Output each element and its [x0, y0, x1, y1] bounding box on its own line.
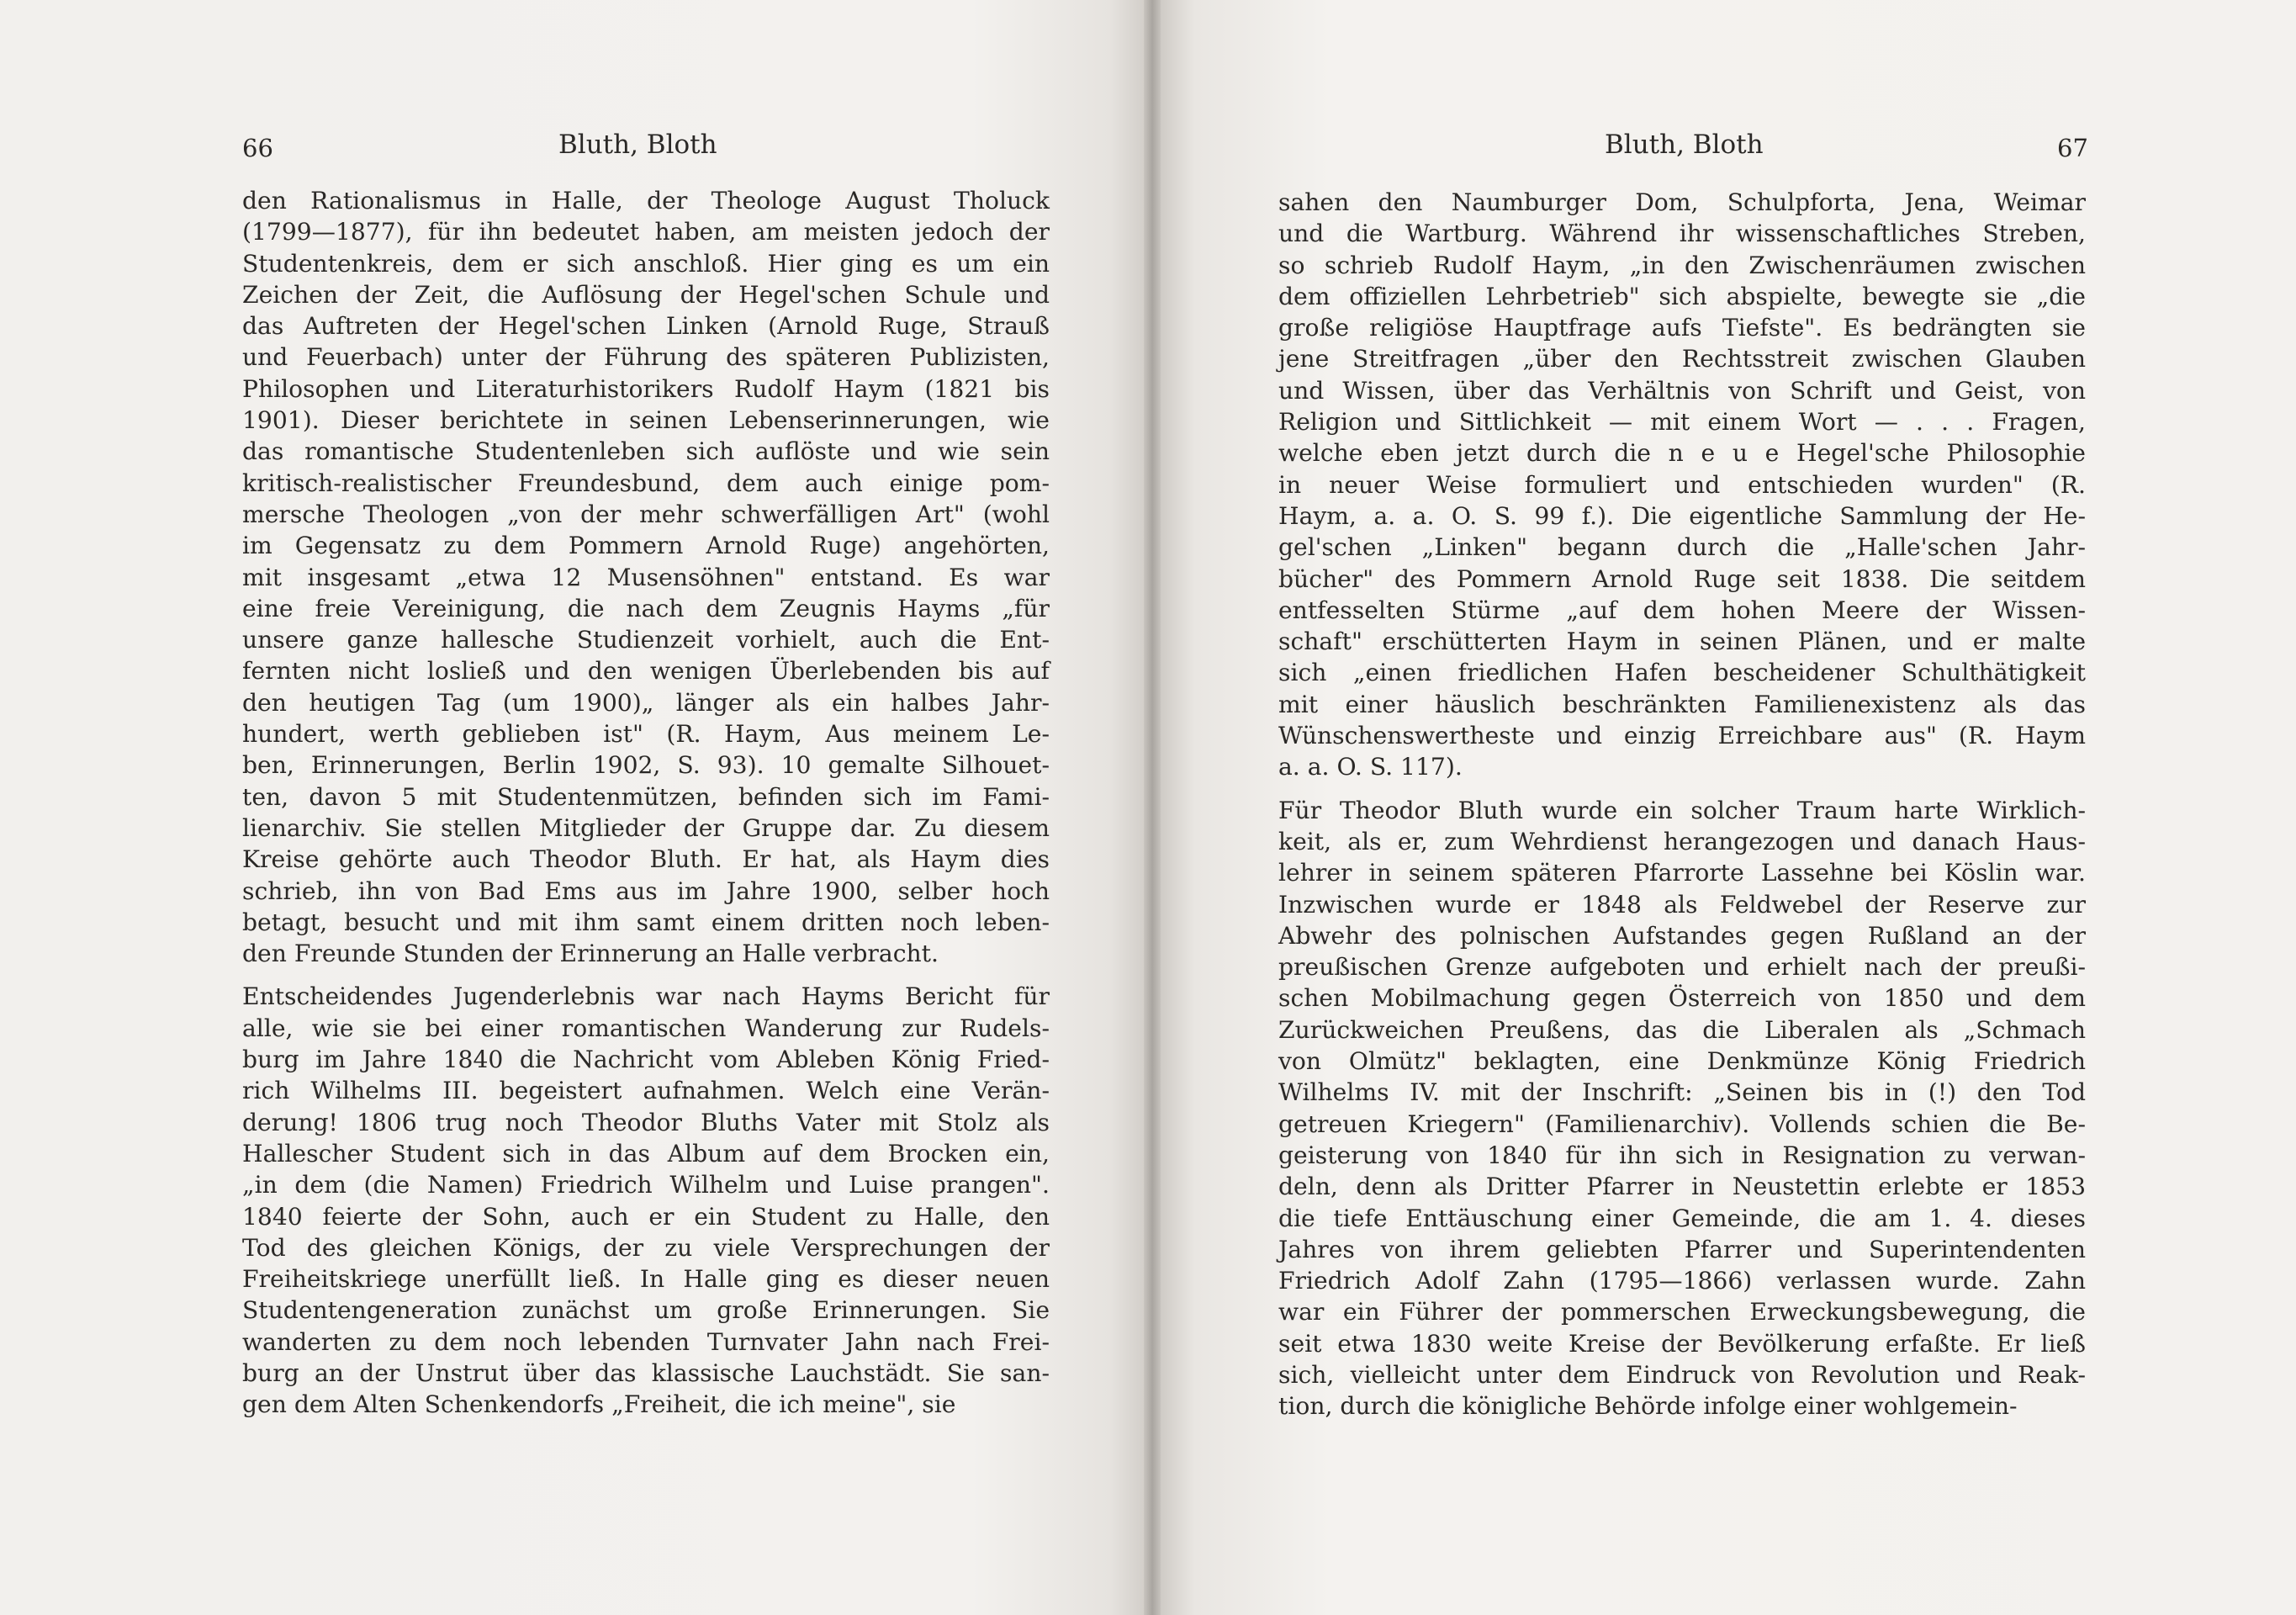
text-line: derung! 1806 trug noch Theodor Bluths Vater mit Stolz als — [242, 1108, 1050, 1136]
text-line: Jahres von ihrem geliebten Pfarrer und Superintendenten — [1278, 1235, 2086, 1263]
text-line: seit etwa 1830 weite Kreise der Bevölkerung erfaßte. Er ließ — [1278, 1329, 2086, 1358]
paragraph — [242, 185, 1050, 969]
text-line: Entscheidendes Jugenderlebnis war nach Hayms Bericht für — [242, 982, 1050, 1011]
text-line: Hallescher Student sich in das Album auf dem Brocken ein, — [242, 1139, 1050, 1168]
text-line: Für Theodor Bluth wurde ein solcher Traum harte Wirklich- — [1278, 796, 2086, 824]
text-line: Kreise gehörte auch Theodor Bluth. Er hat, als Haym dies — [242, 845, 1050, 874]
text-line: (1799—1877), für ihn bedeutet haben, am meisten jedoch der — [242, 218, 1050, 246]
text-line: Studentenkreis, dem er sich anschloß. Hier ging es um ein — [242, 249, 1050, 278]
text-line: sich „einen friedlichen Hafen bescheidener Schulthätigkeit — [1278, 659, 2086, 687]
paragraph — [242, 981, 1050, 1420]
text-line: Tod des gleichen Königs, der zu viele Versprechungen der — [242, 1233, 1050, 1262]
text-line: betagt, besucht und mit ihm samt einem dritten noch leben- — [242, 908, 1050, 936]
text-line: schrieb, ihn von Bad Ems aus im Jahre 1900, selber hoch — [242, 876, 1050, 905]
text-line: getreuen Kriegern" (Familienarchiv). Vollends schien die Be- — [1278, 1109, 2086, 1138]
text-line: Wilhelms IV. mit der Inschrift: „Seinen bis in (!) den Tod — [1278, 1078, 2086, 1107]
paragraph — [1278, 795, 2086, 1422]
text-line: alle, wie sie bei einer romantischen Wanderung zur Rudels- — [242, 1014, 1050, 1042]
text-line: bücher" des Pommern Arnold Ruge seit 1838. Die seitdem — [1278, 564, 2086, 593]
text-line: große religiöse Hauptfrage aufs Tiefste". Es bedrängten sie — [1278, 314, 2086, 342]
text-line: ben, Erinnerungen, Berlin 1902, S. 93). 10 gemalte Silhouet- — [242, 751, 1050, 780]
text-line: schen Mobilmachung gegen Österreich von 1850 und dem — [1278, 984, 2086, 1013]
right-page-text — [1278, 187, 2086, 1422]
text-line: kritisch-realistischer Freundesbund, dem auch einige pom- — [242, 469, 1050, 497]
text-line: Inzwischen wurde er 1848 als Feldwebel der Reserve zur — [1278, 890, 2086, 919]
text-line: und die Wartburg. Während ihr wissenschaftliches Streben, — [1278, 220, 2086, 248]
text-line: hundert, werth geblieben ist" (R. Haym, Aus meinem Le- — [242, 720, 1050, 749]
page-number-right: 67 — [2057, 134, 2088, 162]
text-line: von Olmütz" beklagten, eine Denkmünze König Friedrich — [1278, 1047, 2086, 1076]
book-gutter — [1144, 0, 1161, 1615]
text-line: gel'schen „Linken" begann durch die „Halle'schen Jahr- — [1278, 533, 2086, 562]
text-line: lienarchiv. Sie stellen Mitglieder der Gruppe dar. Zu diesem — [242, 813, 1050, 842]
text-line: keit, als er, zum Wehrdienst herangezogen und danach Haus- — [1278, 827, 2086, 855]
text-line: den Rationalismus in Halle, der Theologe August Tholuck — [242, 187, 1050, 214]
text-line: a. a. O. S. 117). — [1278, 753, 1463, 781]
text-line: Studentengeneration zunächst um große Erinnerungen. Sie — [242, 1296, 1050, 1325]
text-line: ten, davon 5 mit Studentenmützen, befinden sich im Fami- — [242, 782, 1050, 811]
text-line: rich Wilhelms III. begeistert aufnahmen. Welch eine Verän- — [242, 1077, 1050, 1105]
text-line: Religion und Sittlichkeit — mit einem Wort — . . . Fragen, — [1278, 408, 2086, 437]
text-line: Haym, a. a. O. S. 99 f.). Die eigentliche Sammlung der He- — [1278, 501, 2086, 530]
text-line: im Gegensatz zu dem Pommern Arnold Ruge) angehörten, — [242, 532, 1050, 560]
page-number-left: 66 — [242, 134, 273, 162]
text-line: sahen den Naumburger Dom, Schulpforta, Jena, Weimar — [1278, 188, 2086, 216]
text-line: Zurückweichen Preußens, das die Liberalen als „Schmach — [1278, 1015, 2086, 1044]
text-line: Wünschenswertheste und einzig Erreichbare aus" (R. Haym — [1278, 722, 2086, 750]
text-line: in neuer Weise formuliert und entschieden wurden" (R. — [1278, 470, 2086, 499]
text-line: mit insgesamt „etwa 12 Musensöhnen" entstand. Es war — [242, 563, 1050, 591]
text-line: Freiheitskriege unerfüllt ließ. In Halle ging es dieser neuen — [242, 1265, 1050, 1294]
text-line: die tiefe Enttäuschung einer Gemeinde, die am 1. 4. dieses — [1278, 1204, 2086, 1232]
text-line: fernten nicht losließ und den wenigen Überlebenden bis auf — [242, 657, 1050, 686]
running-head-left: Bluth, Bloth — [558, 130, 717, 160]
paragraph — [1278, 187, 2086, 783]
text-line: jene Streitfragen „über den Rechtsstreit zwischen Glauben — [1278, 345, 2086, 373]
text-line: und Wissen, über das Verhältnis von Schrift und Geist, von — [1278, 376, 2086, 405]
text-line: burg an der Unstrut über das klassische Lauchstädt. Sie san- — [242, 1358, 1050, 1387]
text-line: Friedrich Adolf Zahn (1795—1866) verlassen wurde. Zahn — [1278, 1267, 2086, 1295]
text-line: 1840 feierte der Sohn, auch er ein Student zu Halle, den — [242, 1202, 1050, 1231]
text-line: Abwehr des polnischen Aufstandes gegen Rußland an der — [1278, 921, 2086, 950]
text-line: sich, vielleicht unter dem Eindruck von Revolution und Reak- — [1278, 1360, 2086, 1389]
text-line: gen dem Alten Schenkendorfs „Freiheit, die ich meine", sie — [242, 1390, 956, 1419]
text-line: lehrer in seinem späteren Pfarrorte Lassehne bei Köslin war. — [1278, 859, 2086, 887]
text-line: tion, durch die königliche Behörde infolge einer wohlgemein- — [1278, 1392, 2018, 1421]
text-line: war ein Führer der pommerschen Erweckungsbewegung, die — [1278, 1298, 2086, 1326]
text-line: den Freunde Stunden der Erinnerung an Halle verbracht. — [242, 940, 939, 968]
text-line: und Feuerbach) unter der Führung des späteren Publizisten, — [242, 343, 1050, 372]
text-line: deln, denn als Dritter Pfarrer in Neustettin erlebte er 1853 — [1278, 1173, 2086, 1201]
text-line: das romantische Studentenleben sich auflöste und wie sein — [242, 437, 1050, 466]
left-page-text — [242, 185, 1050, 1421]
text-line: 1901). Dieser berichtete in seinen Lebenserinnerungen, wie — [242, 406, 1050, 435]
text-line: so schrieb Rudolf Haym, „in den Zwischenräumen zwischen — [1278, 251, 2086, 279]
text-line: Zeichen der Zeit, die Auflösung der Hegel'schen Schule und — [242, 280, 1050, 309]
right-page — [1161, 0, 2296, 1615]
text-line: schaft" erschütterten Haym in seinen Plänen, und er malte — [1278, 627, 2086, 656]
text-line: das Auftreten der Hegel'schen Linken (Arnold Ruge, Strauß — [242, 312, 1050, 341]
text-line: geisterung von 1840 für ihn sich in Resignation zu verwan- — [1278, 1141, 2086, 1169]
running-head-right: Bluth, Bloth — [1605, 130, 1764, 160]
text-line: entfesselten Stürme „auf dem hohen Meere der Wissen- — [1278, 596, 2086, 624]
text-line: eine freie Vereinigung, die nach dem Zeugnis Hayms „für — [242, 594, 1050, 622]
text-line: wanderten zu dem noch lebenden Turnvater Jahn nach Frei- — [242, 1327, 1050, 1356]
text-line: mersche Theologen „von der mehr schwerfälligen Art" (wohl — [242, 500, 1050, 528]
text-line: burg im Jahre 1840 die Nachricht vom Ableben König Fried- — [242, 1046, 1050, 1074]
text-line: dem offiziellen Lehrbetrieb" sich abspielte, bewegte sie „die — [1278, 282, 2086, 310]
text-line: „in dem (die Namen) Friedrich Wilhelm und Luise prangen". — [242, 1171, 1050, 1199]
text-line: preußischen Grenze aufgeboten und erhielt nach der preußi- — [1278, 953, 2086, 982]
left-page — [0, 0, 1144, 1615]
text-line: unsere ganze hallesche Studienzeit vorhielt, auch die Ent- — [242, 626, 1050, 654]
text-line: Philosophen und Literaturhistorikers Rudolf Haym (1821 bis — [242, 374, 1050, 403]
text-line: welche eben jetzt durch die n e u e Hegel'sche Philosophie — [1278, 439, 2086, 468]
text-line: den heutigen Tag (um 1900)„ länger als ein halbes Jahr- — [242, 688, 1050, 717]
text-line: mit einer häuslich beschränkten Familienexistenz als das — [1278, 690, 2086, 718]
